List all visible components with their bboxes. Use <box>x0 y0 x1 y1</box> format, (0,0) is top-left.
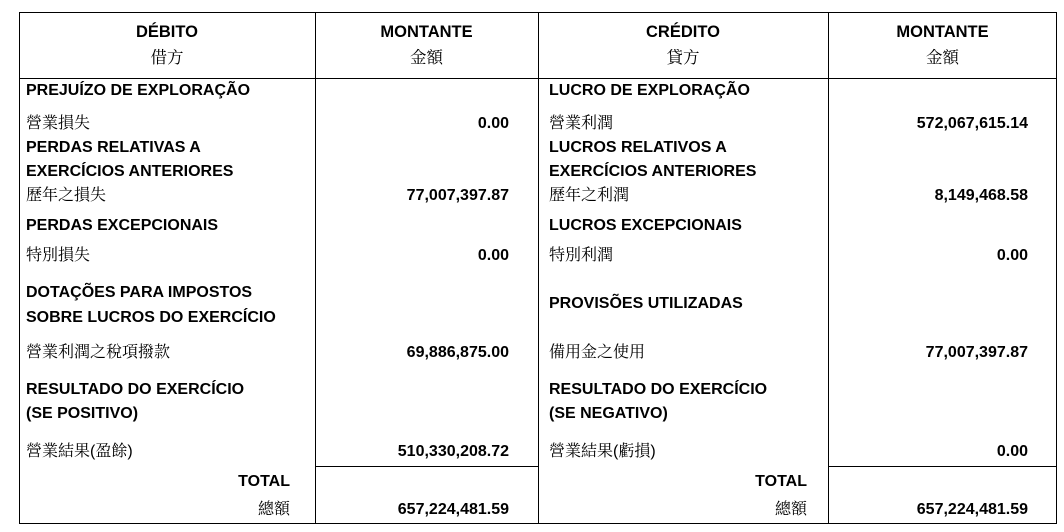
credit-row-1-label-zh: 營業利潤 <box>549 115 614 132</box>
credit-row-2-label-zh: 歷年之利潤 <box>549 187 630 204</box>
column-divider <box>315 12 316 524</box>
debit-row-2-label-zh: 歷年之損失 <box>26 187 107 204</box>
column-divider <box>828 12 829 524</box>
credit-total-label-zh: 總額 <box>774 501 807 518</box>
credit-row-3-label: LUCROS EXCEPCIONAIS <box>549 217 742 234</box>
credit-row-2-amount: 8,149,468.58 <box>934 187 1028 204</box>
debit-row-2-label: PERDAS RELATIVAS A <box>26 139 201 156</box>
debit-row-4-label-2: SOBRE LUCROS DO EXERCÍCIO <box>26 309 276 326</box>
debit-row-5-label-zh: 營業結果(盈餘) <box>26 443 133 460</box>
debit-row-3-label: PERDAS EXCEPCIONAIS <box>26 217 219 234</box>
debit-row-2-amount: 77,007,397.87 <box>406 187 509 204</box>
debit-row-4-label-zh: 營業利潤之稅項撥款 <box>26 344 171 361</box>
credit-row-1-label: LUCRO DE EXPLORAÇÃO <box>549 82 750 99</box>
debit-row-4-amount: 69,886,875.00 <box>406 344 509 361</box>
header-separator <box>19 78 1057 79</box>
header-amount-2: MONTANTE <box>896 23 989 41</box>
debit-row-5-amount: 510,330,208.72 <box>397 443 509 460</box>
header-amount-zh: 金額 <box>410 49 443 67</box>
header-amount: MONTANTE <box>380 23 473 41</box>
header-amount-2-zh: 金額 <box>926 49 959 67</box>
credit-total-label: TOTAL <box>755 473 807 490</box>
credit-row-5-label-2: (SE NEGATIVO) <box>549 405 668 422</box>
header-debit-zh: 借方 <box>150 49 184 67</box>
debit-row-2-label-2: EXERCÍCIOS ANTERIORES <box>26 163 234 180</box>
debit-row-3-label-zh: 特別損失 <box>26 247 91 264</box>
credit-total-amount: 657,224,481.59 <box>916 501 1028 518</box>
credit-row-4-amount: 77,007,397.87 <box>925 344 1028 361</box>
debit-row-1-amount: 0.00 <box>477 115 509 132</box>
credit-row-5-label-zh: 營業結果(虧損) <box>549 443 656 460</box>
debit-total-label: TOTAL <box>238 473 290 490</box>
header-credit-zh: 貸方 <box>666 49 700 67</box>
credit-row-5-amount: 0.00 <box>996 443 1028 460</box>
credit-row-2-label: LUCROS RELATIVOS A <box>549 139 727 156</box>
credit-row-1-amount: 572,067,615.14 <box>916 115 1028 132</box>
total-separator <box>315 466 538 467</box>
header-debit: DÉBITO <box>135 23 199 41</box>
debit-row-3-amount: 0.00 <box>477 247 509 264</box>
column-divider <box>538 12 539 524</box>
debit-row-1-label: PREJUÍZO DE EXPLORAÇÃO <box>26 82 251 99</box>
debit-row-1-label-zh: 營業損失 <box>26 115 91 132</box>
debit-total-label-zh: 總額 <box>257 501 290 518</box>
credit-row-3-label-zh: 特別利潤 <box>549 247 614 264</box>
total-separator <box>828 466 1057 467</box>
credit-row-4-label: PROVISÕES UTILIZADAS <box>549 295 743 312</box>
debit-row-4-label: DOTAÇÕES PARA IMPOSTOS <box>26 284 253 301</box>
credit-row-5-label: RESULTADO DO EXERCÍCIO <box>549 381 768 398</box>
debit-row-5-label: RESULTADO DO EXERCÍCIO <box>26 381 245 398</box>
debit-row-5-label-2: (SE POSITIVO) <box>26 405 139 422</box>
credit-row-3-amount: 0.00 <box>996 247 1028 264</box>
debit-total-amount: 657,224,481.59 <box>397 501 509 518</box>
credit-row-2-label-2: EXERCÍCIOS ANTERIORES <box>549 163 757 180</box>
header-credit: CRÉDITO <box>646 23 720 41</box>
credit-row-4-label-zh: 備用金之使用 <box>549 344 646 361</box>
